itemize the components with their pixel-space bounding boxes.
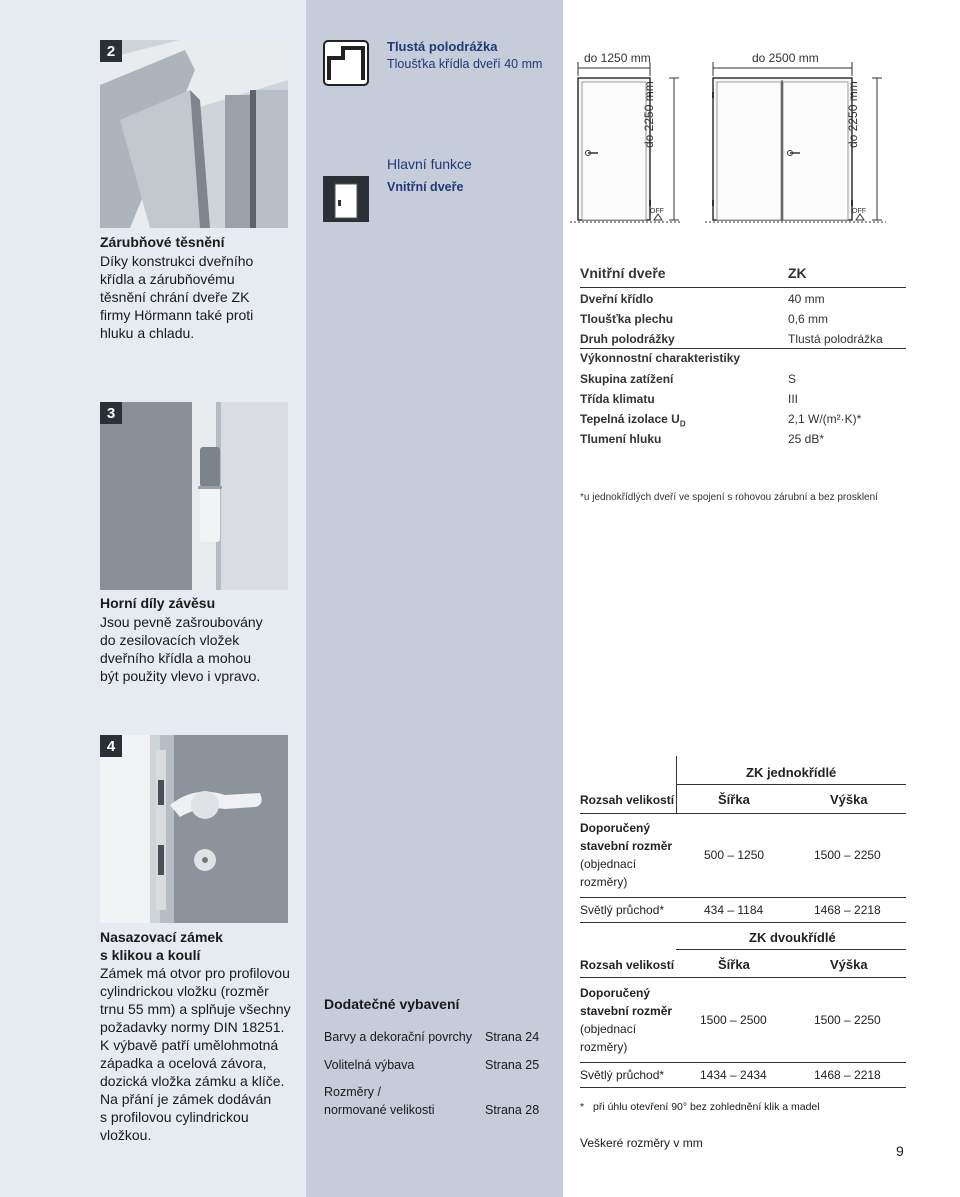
frame-seal-photo [100,40,288,228]
table2-title: ZK dvoukřídlé [749,930,836,945]
extra-page-optional[interactable]: Strana 25 [485,1058,540,1072]
table1-col1: Šířka [718,792,750,807]
table1-title: ZK jednokřídlé [746,765,837,780]
table1-divider [676,756,677,814]
spec-row: Třída klimatu III [580,392,799,406]
table2-row-rule [580,1062,906,1063]
extra-label-standard-sizes: normované velikosti [324,1103,435,1117]
page-number: 9 [896,1143,904,1159]
section-number-2: 2 [100,40,122,62]
table1-row2-width: 434 – 1184 [704,903,764,917]
okff-label-double: OFF [852,208,866,215]
all-dimensions-note: Veškeré rozměry v mm [580,1136,703,1150]
width-double-label: do 2500 mm [752,51,819,65]
table1-row1-label: Doporučený stavební rozměr (objednací rozměry) [580,821,673,889]
table2-row2-label: Světlý průchod* [580,1068,665,1082]
spec-row: Výkonnostní charakteristiky [580,351,741,365]
table2-col2: Výška [830,957,868,972]
extra-page-dimensions[interactable]: Strana 28 [485,1103,540,1117]
table1-col2: Výška [830,792,868,807]
interior-door-icon [323,176,369,222]
table2-bottom-rule [580,1087,906,1088]
angle-note-star: * [580,1101,585,1113]
lock-photo [100,735,288,923]
section3-title: Horní díly závěsu [100,595,216,611]
section4-title: Nasazovací zámek s klikou a koulí [100,929,223,963]
extra-page-colors[interactable]: Strana 24 [485,1030,540,1044]
spec-row: Tlumení hluku 25 dB* [580,432,825,446]
table1-row1-width: 500 – 1250 [704,848,765,862]
height-double-label: do 2250 mm [846,81,860,148]
hinge-photo [100,402,288,590]
extra-label-optional: Volitelná výbava [324,1058,415,1072]
table1-row2-label: Světlý průchod* [580,903,665,917]
table2-title-rule [676,949,906,950]
rebate-title: Tlustá polodrážka [387,39,498,54]
extra-label-colors: Barvy a dekorační povrchy [324,1030,472,1044]
height-single-label: do 2250 mm [642,81,656,148]
table1-title-rule [676,784,906,785]
specs-header-left: Vnitřní dveře [580,265,666,281]
table2-header-rule [580,977,906,978]
table1-bottom-rule [580,922,906,923]
spec-row: Dveřní křídlo 40 mm [580,292,825,306]
section3-text: Jsou pevně zašroubovány do zesilovacích vložek dveřního křídla a mohou být použity vlevo i vpravo. [100,614,263,684]
table2-row1-label: Doporučený stavební rozměr (objednací rozměry) [580,986,673,1054]
table2-col0: Rozsah velikostí [580,958,675,972]
extra-label-dimensions: Rozměry / [324,1085,381,1099]
specs-footnote: *u jednokřídlých dveří ve spojení s rohovou zárubní a bez prosklení [580,492,878,503]
section4-text: Zámek má otvor pro profilovou cylindrickou vložku (rozměr trnu 55 mm) a splňuje všechny požadavky normy DIN 18251. K výbavě patří umělohmotná západka a ocelová závora, dozická vložka zámku a klíče. Na přání je zámek dodáván s profilovou cylindrickou vložkou. [100,965,291,1143]
table2-col1: Šířka [718,957,750,972]
table2-row1-height: 1500 – 2250 [814,1013,881,1027]
door-drawing [570,40,960,230]
table1-header-rule [580,813,906,814]
table1-col0: Rozsah velikostí [580,793,675,807]
thick-rebate-icon [323,40,369,86]
specs-header-right: ZK [788,265,807,281]
table2-row2-height: 1468 – 2218 [814,1068,881,1082]
spec-row: Skupina zatížení S [580,372,797,386]
section2-title: Zárubňové těsnění [100,234,225,250]
section-number-4: 4 [100,735,122,757]
extras-title: Dodatečné vybavení [324,996,460,1012]
main-function-subtitle: Vnitřní dveře [387,180,464,194]
table1-row-rule [580,897,906,898]
spec-rule [580,348,906,349]
table2-row1-width: 1500 – 2500 [700,1013,767,1027]
table1-row2-height: 1468 – 2218 [814,903,881,917]
okff-label-single: OFF [650,208,664,215]
spec-row: Tloušťka plechu 0,6 mm [580,312,829,326]
spec-row: Druh polodrážky Tlustá polodrážka [580,332,883,346]
section2-text: Díky konstrukci dveřního křídla a zárubňovému těsnění chrání dveře ZK firmy Hörmann také proti hluku a chladu. [100,253,254,341]
section-number-3: 3 [100,402,122,424]
main-function-title: Hlavní funkce [387,156,472,172]
rebate-subtitle: Tloušťka křídla dveří 40 mm [387,57,543,71]
spec-row: Tepelná izolace $U_D$ 2,1 W/(m²·K)* [580,412,862,429]
angle-note: při úhlu otevření 90° bez zohlednění klik a madel [593,1101,820,1113]
specs-header-rule [580,287,906,288]
width-single-label: do 1250 mm [584,51,651,65]
table2-row2-width: 1434 – 2434 [700,1068,767,1082]
table1-row1-height: 1500 – 2250 [814,848,881,862]
